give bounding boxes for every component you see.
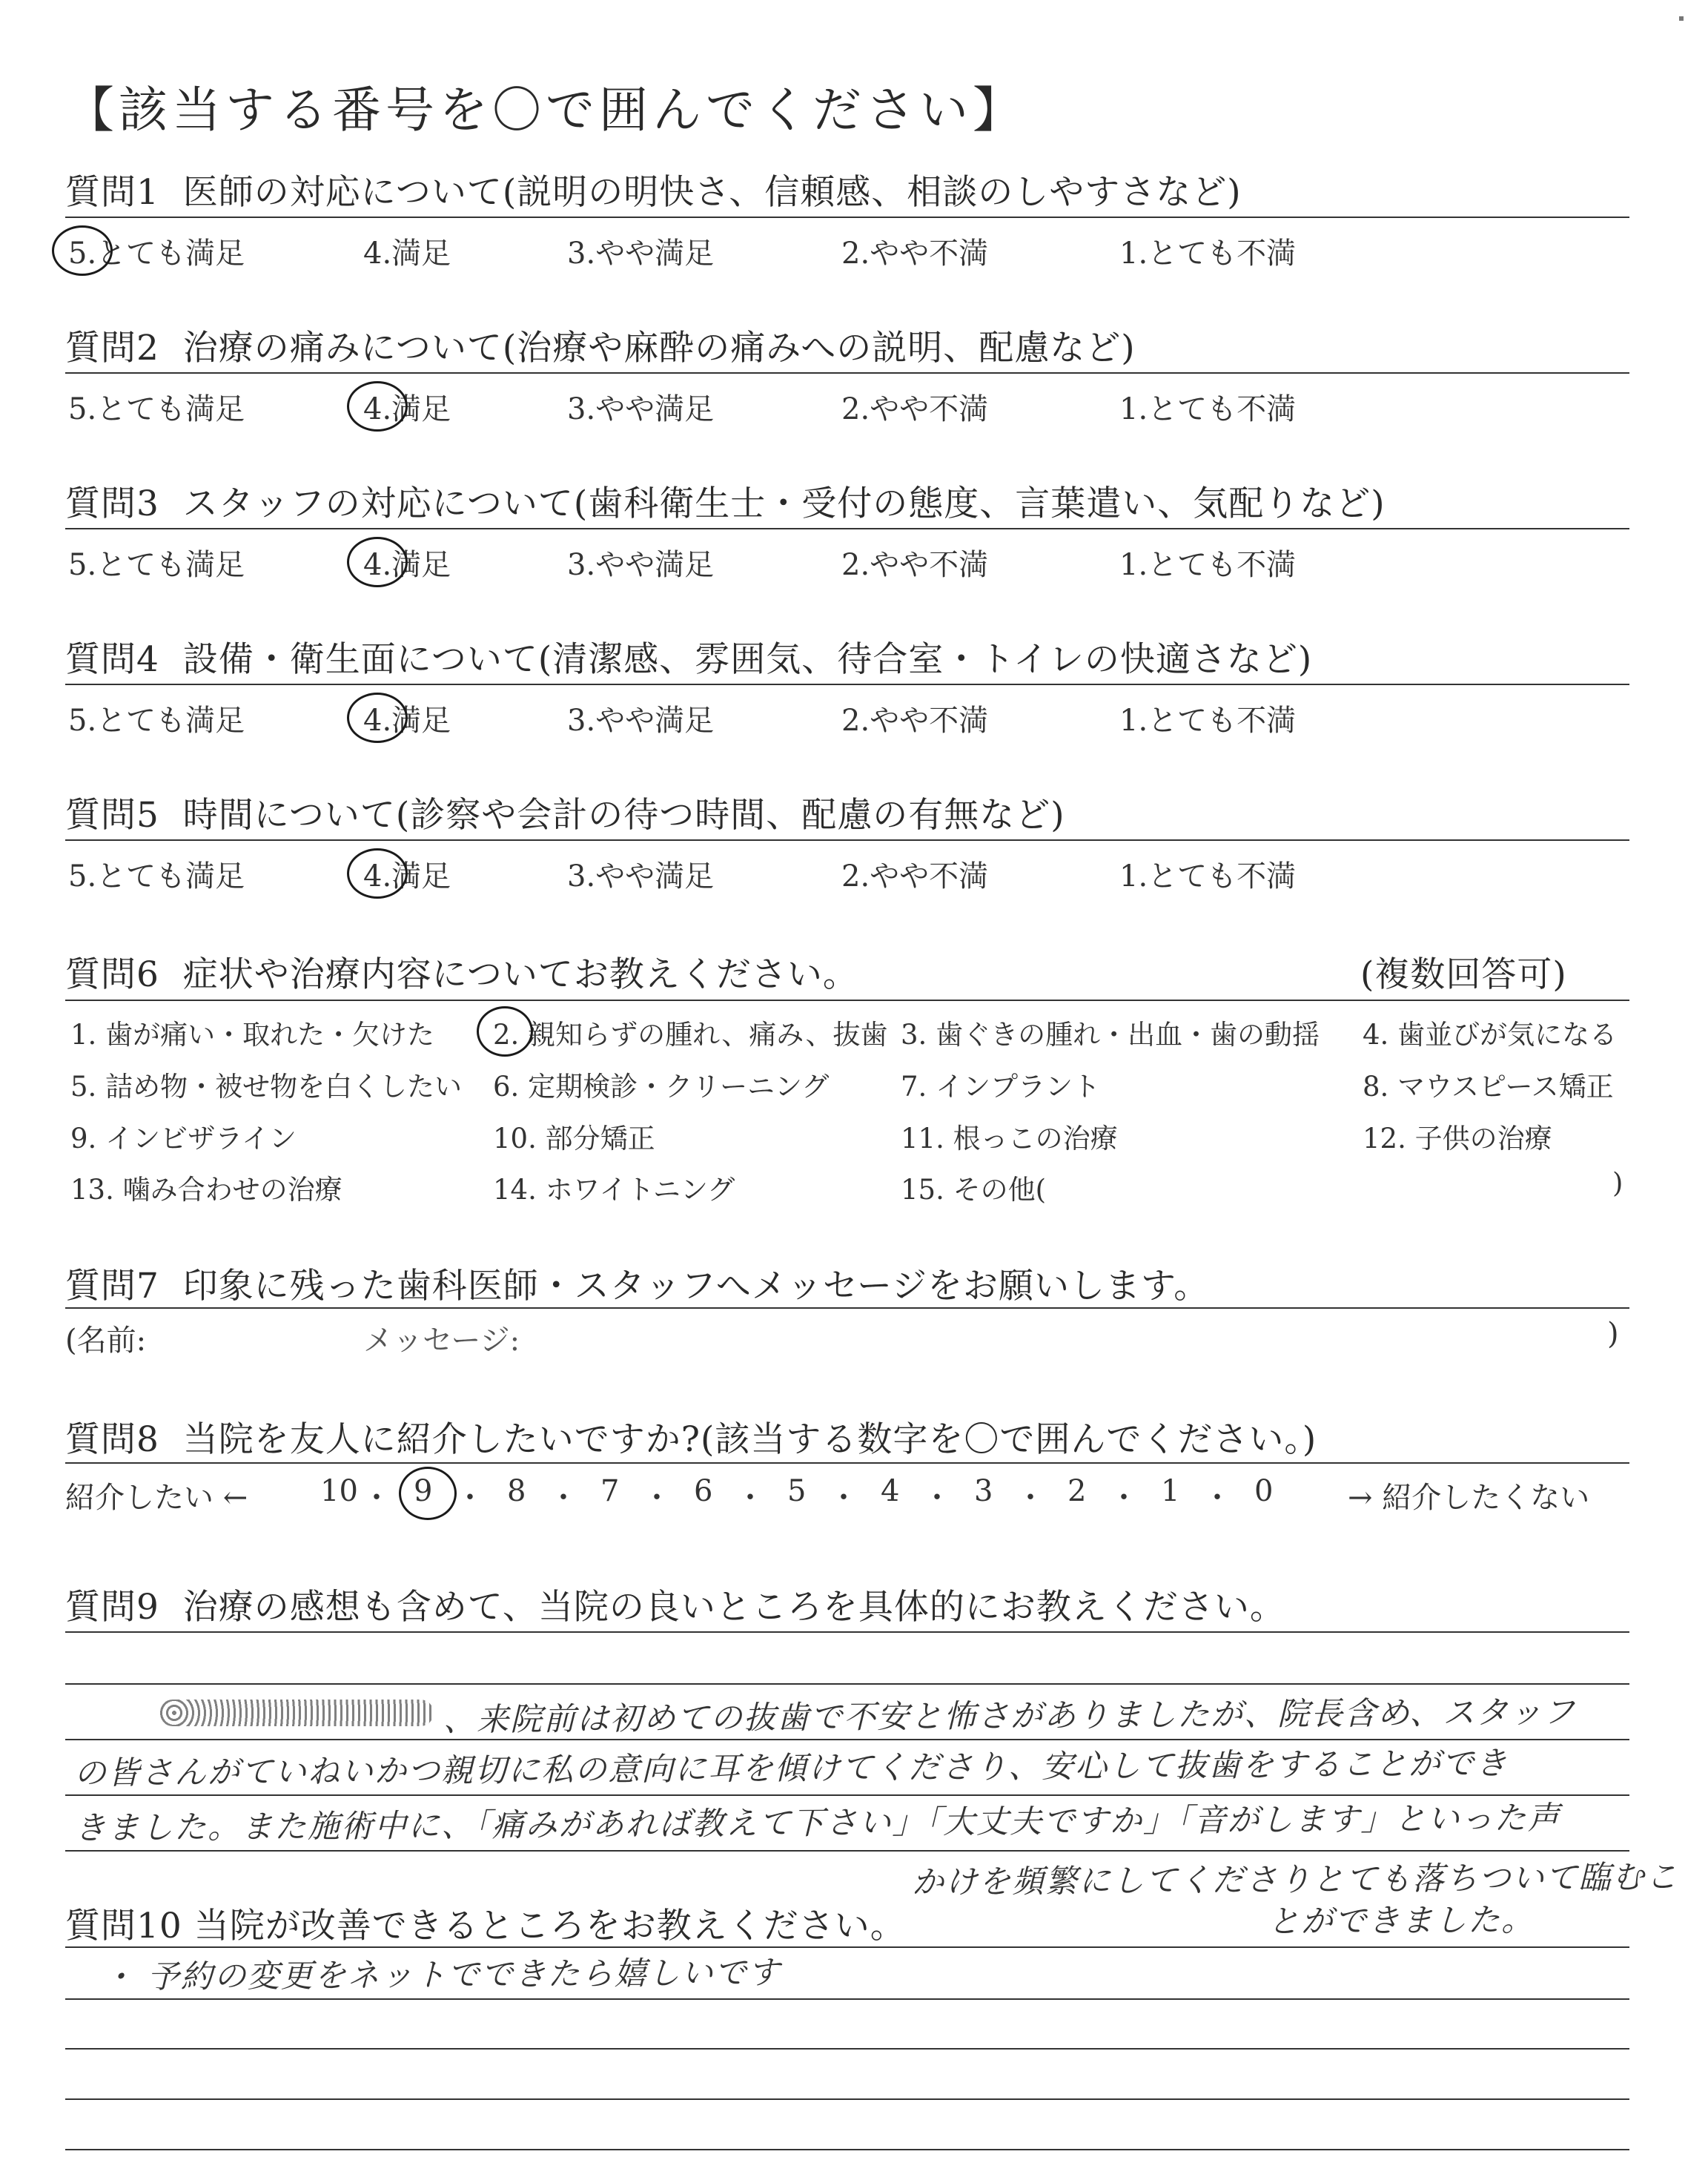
q2-option-1: 1.とても不満 — [1119, 392, 1297, 426]
q6-option-7: 7. インプラント — [901, 1071, 1101, 1103]
q10-rule-3 — [65, 2048, 1629, 2050]
q1-title — [65, 165, 1242, 214]
q9-answer-line-1: 、来院前は初めての抜歯で不安と怖さがありましたが、院長含め、スタッフ — [443, 1694, 1577, 1739]
q3-text: スタッフの対応について(歯科衛生士・受付の態度、言葉遣い、気配りなど) — [182, 483, 1386, 524]
q9-rule-1 — [65, 1631, 1629, 1633]
q10-text: 当院が改善できるところをお教えください。 — [193, 1906, 906, 1946]
q6-option-10: 10. 部分矯正 — [493, 1123, 655, 1155]
q6-option-15: 15. その他( — [901, 1174, 1047, 1206]
q1-option-5: 5.とても満足 — [68, 237, 245, 271]
q8-scale-8: 8 — [507, 1474, 526, 1508]
q5-rule — [65, 839, 1629, 841]
q7-label: 質問7 — [65, 1266, 159, 1307]
q10-rule-4 — [65, 2098, 1629, 2100]
q4-option-1: 1.とても不満 — [1119, 704, 1297, 738]
q7-text: 印象に残った歯科医師・スタッフへメッセージをお願いします。 — [182, 1266, 1210, 1307]
q6-title — [65, 947, 858, 997]
q6-rule — [65, 1000, 1629, 1001]
q10-rule-2 — [65, 1998, 1629, 2000]
scan-mark — [1679, 16, 1684, 21]
q8-scale-separator: ・ — [549, 1481, 578, 1515]
q6-option-15-close: ) — [1612, 1167, 1623, 1199]
q4-option-2: 2.やや不満 — [841, 704, 989, 738]
q8-scale-separator: ・ — [1016, 1481, 1045, 1515]
q8-title — [65, 1412, 1317, 1462]
q10-answer-line-1: ・ 予約の変更をネットでできたら嬉しいです — [102, 1954, 781, 1996]
q3-option-3: 3.やや満足 — [567, 548, 715, 582]
q6-label: 質問6 — [65, 954, 159, 995]
q3-option-5: 5.とても満足 — [68, 548, 245, 582]
q8-text: 当院を友人に紹介したいですか?(該当する数字を〇で囲んでください。) — [182, 1419, 1317, 1460]
q8-scale-separator: ・ — [922, 1481, 952, 1515]
q4-selected-circle — [347, 693, 408, 743]
q8-label: 質問8 — [65, 1419, 159, 1460]
q6-option-3: 3. 歯ぐきの腫れ・出血・歯の動揺 — [901, 1019, 1320, 1051]
q6-option-6: 6. 定期検診・クリーニング — [493, 1071, 830, 1103]
q1-selected-circle — [52, 225, 113, 276]
q1-option-2: 2.やや不満 — [841, 237, 989, 271]
q9-title — [65, 1579, 1285, 1629]
q5-label: 質問5 — [65, 795, 159, 836]
q8-scale-4: 4 — [881, 1474, 900, 1508]
q9-answer-line-3: きました。また施術中に、「痛みがあれば教えて下さい」「大丈夫ですか」「音がします」といった声 — [73, 1799, 1561, 1847]
q6-option-4: 4. 歯並びが気になる — [1363, 1019, 1618, 1051]
q6-option-2: 2. 親知らずの腫れ、痛み、抜歯 — [493, 1019, 888, 1051]
q9-label: 質問9 — [65, 1587, 159, 1628]
q4-text: 設備・衛生面について(清潔感、雰囲気、待合室・トイレの快適さなど) — [182, 639, 1313, 680]
q6-option-5: 5. 詰め物・被せ物を白くしたい — [70, 1071, 463, 1103]
q5-option-1: 1.とても不満 — [1119, 859, 1297, 894]
q8-scale-9: 9 — [414, 1474, 433, 1508]
q3-label: 質問3 — [65, 483, 159, 524]
q2-title — [65, 320, 1136, 370]
q8-scale-2: 2 — [1068, 1474, 1087, 1508]
q9-answer-line-5: とができました。 — [1267, 1901, 1535, 1941]
q8-scale-separator: ・ — [829, 1481, 858, 1515]
q1-option-1: 1.とても不満 — [1119, 237, 1297, 271]
q8-scale-separator: ・ — [642, 1481, 672, 1515]
q10-rule-5 — [65, 2149, 1629, 2150]
q5-option-5: 5.とても満足 — [68, 859, 245, 894]
page-title: 【該当する番号を〇で囲んでください】 — [65, 82, 1026, 139]
q8-scale-5: 5 — [787, 1474, 807, 1508]
q2-option-2: 2.やや不満 — [841, 392, 989, 426]
q4-label: 質問4 — [65, 639, 159, 680]
q9-answer-line-2: の皆さんがていねいかつ親切に私の意向に耳を傾けてくださり、安心して抜歯をすることができ — [73, 1745, 1509, 1792]
q6-option-9: 9. インビザライン — [70, 1123, 297, 1155]
q4-rule — [65, 684, 1629, 685]
q3-rule — [65, 528, 1629, 529]
q7-close-paren: ) — [1607, 1317, 1619, 1351]
q8-scale-6: 6 — [694, 1474, 713, 1508]
q6-note: (複数回答可) — [1360, 954, 1567, 995]
q3-title — [65, 476, 1386, 526]
q8-scale-separator: ・ — [362, 1481, 391, 1515]
q10-rule-1 — [65, 1946, 1629, 1948]
q5-option-4: 4.満足 — [363, 859, 451, 894]
q1-text: 医師の対応について(説明の明快さ、信頼感、相談のしやすさなど) — [182, 172, 1242, 213]
q9-rule-2 — [65, 1683, 1629, 1685]
q10-title — [65, 1898, 906, 1948]
q8-scale-separator: ・ — [1109, 1481, 1139, 1515]
q5-option-2: 2.やや不満 — [841, 859, 989, 894]
q1-option-3: 3.やや満足 — [567, 237, 715, 271]
q3-option-1: 1.とても不満 — [1119, 548, 1297, 582]
q6-option-1: 1. 歯が痛い・取れた・欠けた — [70, 1019, 435, 1051]
q7-name-label: (名前: — [65, 1324, 147, 1358]
q8-scale-0: 0 — [1254, 1474, 1274, 1508]
q2-text: 治療の痛みについて(治療や麻酔の痛みへの説明、配慮など) — [182, 328, 1136, 369]
q8-right-label: → 紹介したくない — [1348, 1481, 1590, 1515]
q8-scale-10: 10 — [320, 1474, 358, 1508]
q4-option-4: 4.満足 — [363, 704, 451, 738]
q2-option-4: 4.満足 — [363, 392, 451, 426]
redacted-scribble — [159, 1700, 434, 1726]
q5-selected-circle — [347, 848, 408, 899]
q1-label: 質問1 — [65, 172, 159, 213]
q8-scale-separator: ・ — [735, 1481, 765, 1515]
q10-label: 質問10 — [65, 1906, 182, 1946]
q8-left-label: 紹介したい ← — [65, 1481, 248, 1515]
q9-text: 治療の感想も含めて、当院の良いところを具体的にお教えください。 — [182, 1587, 1285, 1628]
q6-option-13: 13. 噛み合わせの治療 — [70, 1174, 342, 1206]
q8-selected-circle — [399, 1467, 457, 1520]
q4-title — [65, 632, 1312, 681]
q5-text: 時間について(診察や会計の待つ時間、配慮の有無など) — [182, 795, 1065, 836]
q6-text: 症状や治療内容についてお教えください。 — [182, 954, 858, 995]
q4-option-5: 5.とても満足 — [68, 704, 245, 738]
q8-scale-separator: ・ — [1202, 1481, 1232, 1515]
q7-rule — [65, 1307, 1629, 1309]
q4-option-3: 3.やや満足 — [567, 704, 715, 738]
q6-option-14: 14. ホワイトニング — [493, 1174, 735, 1206]
q2-option-3: 3.やや満足 — [567, 392, 715, 426]
q1-option-4: 4.満足 — [363, 237, 451, 271]
q5-title — [65, 787, 1065, 837]
q1-rule — [65, 217, 1629, 218]
q8-scale-3: 3 — [974, 1474, 993, 1508]
q7-title — [65, 1258, 1209, 1308]
q2-label: 質問2 — [65, 328, 159, 369]
q8-scale-separator: ・ — [455, 1481, 485, 1515]
q6-option-11: 11. 根っこの治療 — [901, 1123, 1118, 1155]
q2-option-5: 5.とても満足 — [68, 392, 245, 426]
q8-scale-7: 7 — [600, 1474, 620, 1508]
q6-option-12: 12. 子供の治療 — [1363, 1123, 1552, 1155]
q8-scale-1: 1 — [1161, 1474, 1180, 1508]
q3-option-2: 2.やや不満 — [841, 548, 989, 582]
q2-selected-circle — [347, 381, 408, 432]
q8-rule — [65, 1462, 1629, 1464]
q9-answer-line-4: かけを頻繁にしてくださりとても落ちついて臨むこ — [911, 1858, 1679, 1901]
q6-option-8: 8. マウスピース矯正 — [1363, 1071, 1614, 1103]
q6-selected-circle-2 — [477, 1006, 533, 1057]
q5-option-3: 3.やや満足 — [567, 859, 715, 894]
q3-option-4: 4.満足 — [363, 548, 451, 582]
q7-message-label: メッセージ: — [363, 1324, 520, 1358]
q3-selected-circle — [347, 537, 408, 587]
q2-rule — [65, 372, 1629, 374]
q9-rule-5 — [65, 1850, 1629, 1852]
